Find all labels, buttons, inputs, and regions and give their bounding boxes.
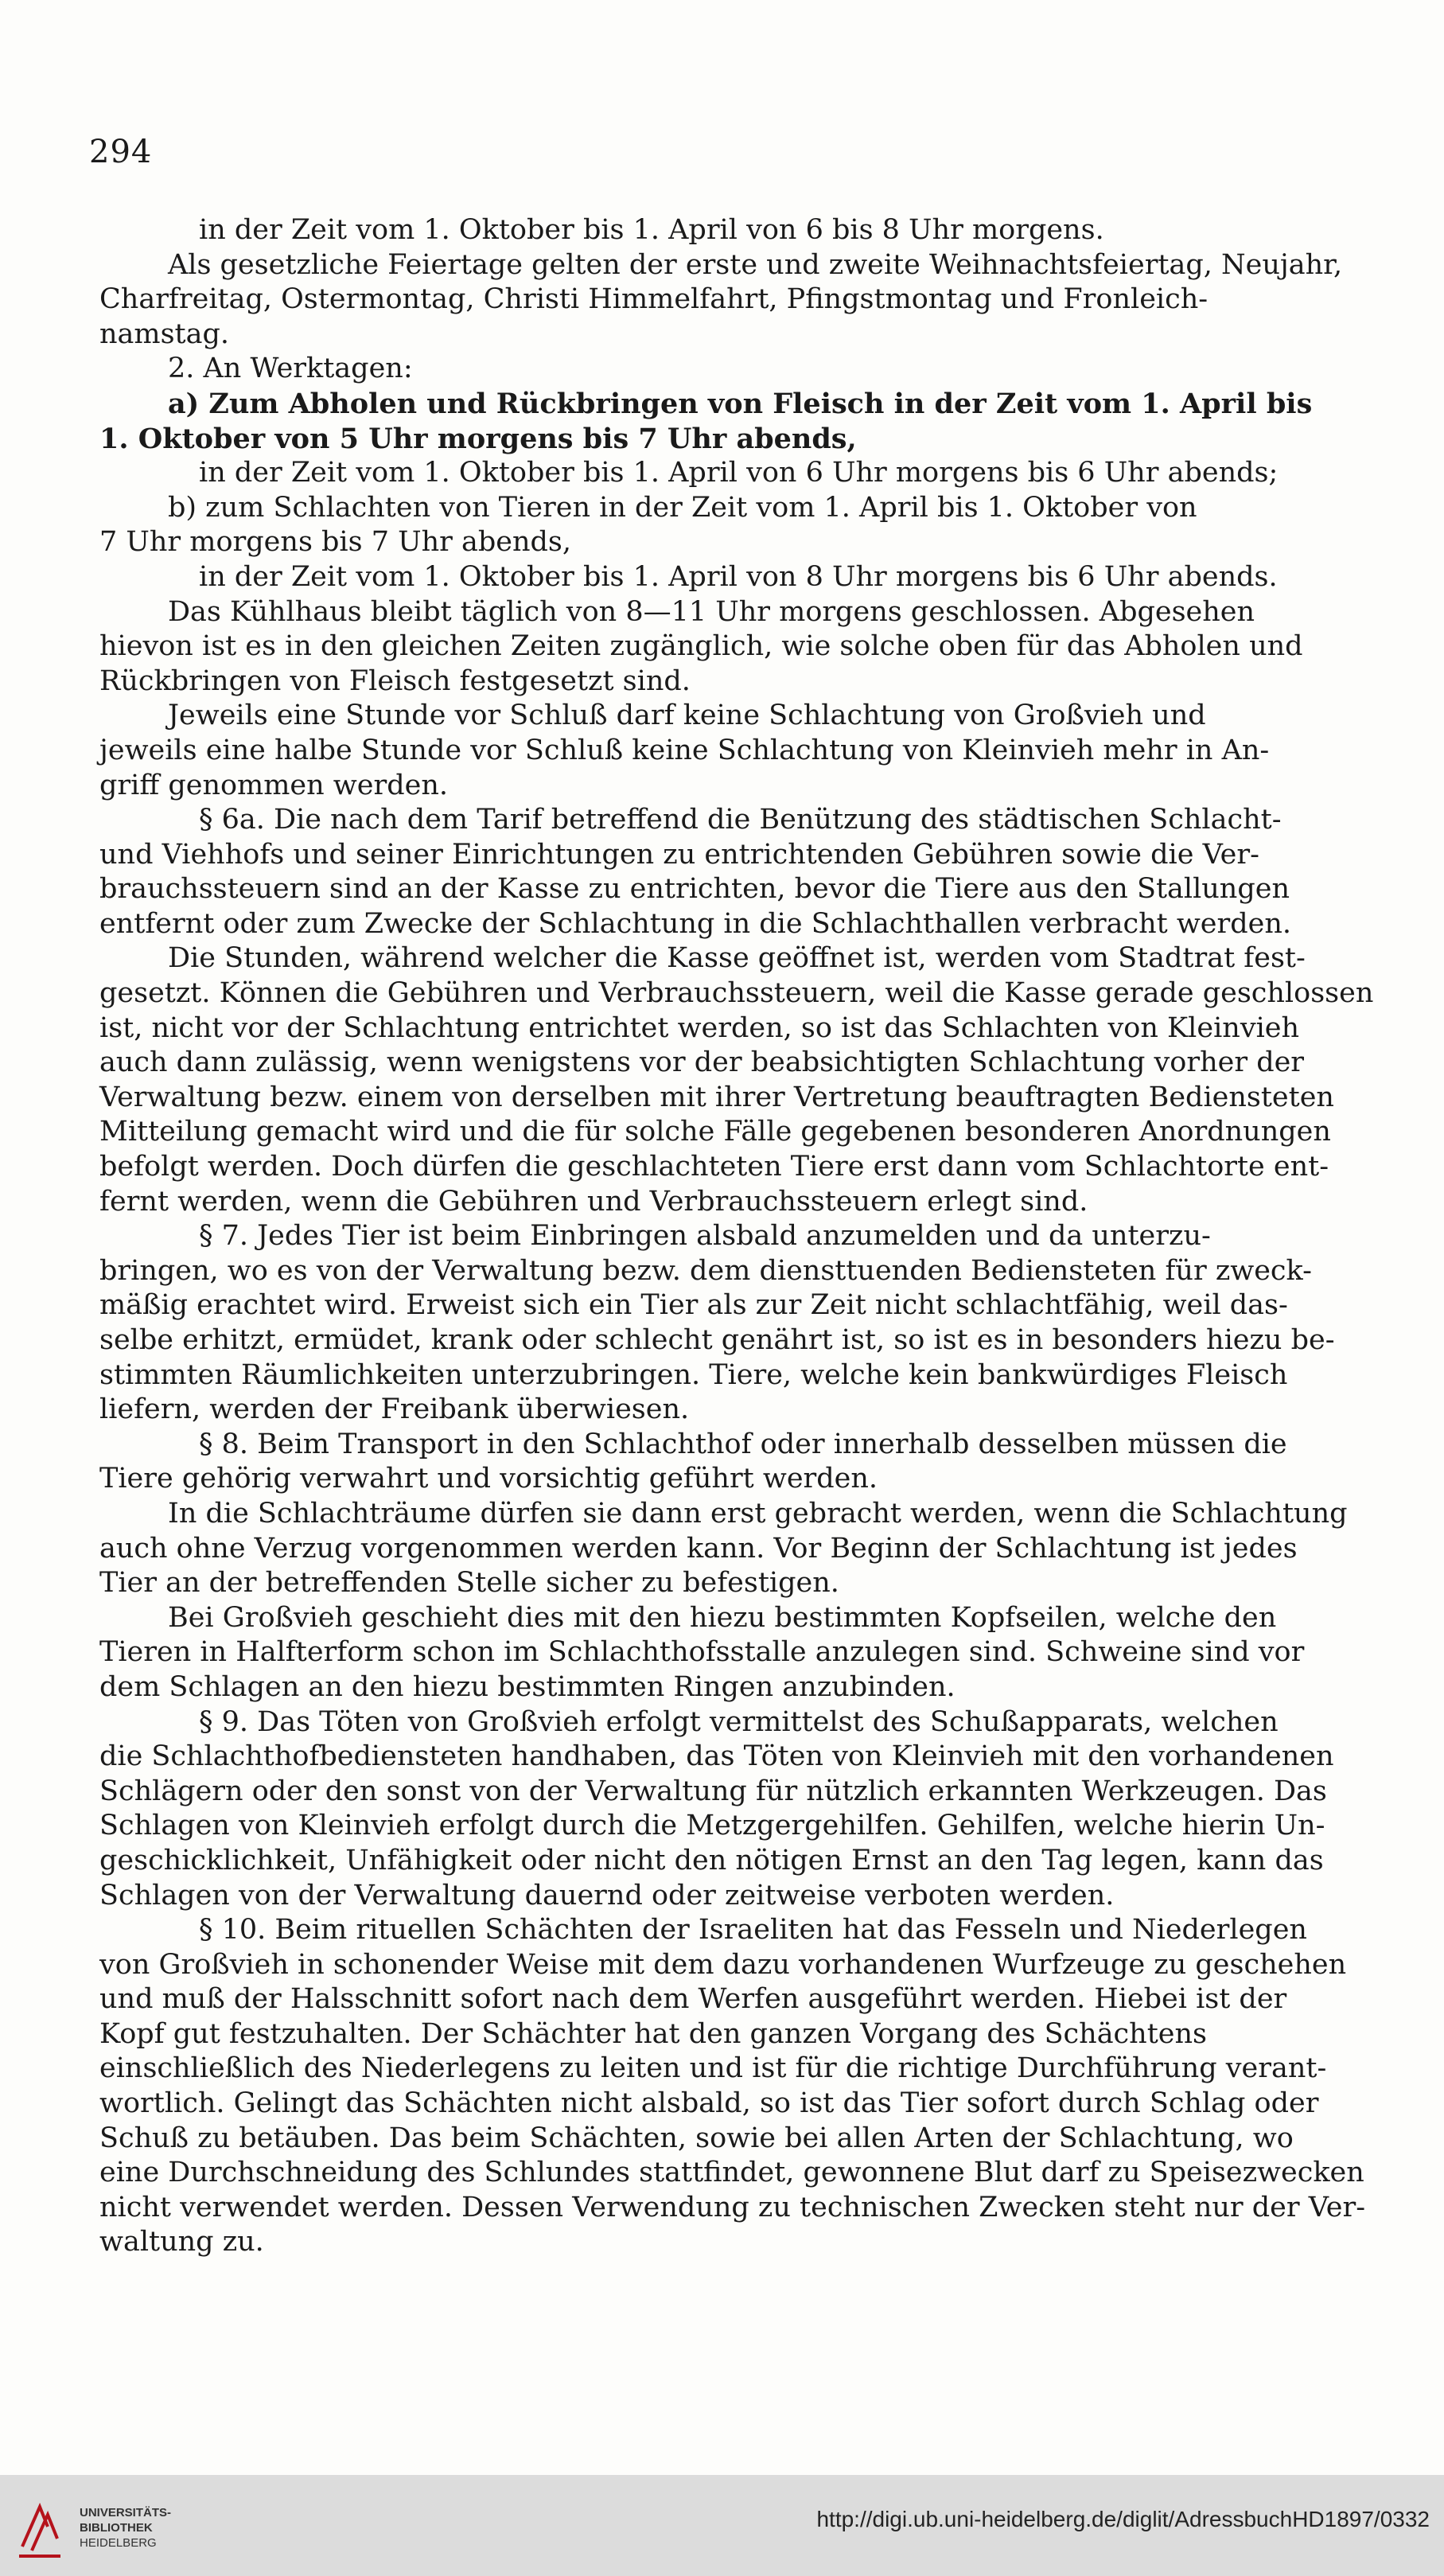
text-line: und muß der Halsschnitt sofort nach dem Werfen ausgeführt werden. Hiebei ist der bbox=[99, 1983, 1287, 2016]
text-line: Schuß zu betäuben. Das beim Schächten, sowie bei allen Arten der Schlachtung, wo bbox=[99, 2122, 1294, 2154]
text-line: Das Kühlhaus bleibt täglich von 8—11 Uhr morgens geschlossen. Abgesehen bbox=[168, 595, 1255, 628]
text-line: Tier an der betreffenden Stelle sicher zu befestigen. bbox=[99, 1567, 839, 1600]
text-line: Bei Großvieh geschieht dies mit den hiezu bestimmten Kopfseilen, welche den bbox=[168, 1601, 1277, 1634]
library-name: UNIVERSITÄTS- BIBLIOTHEK HEIDELBERG bbox=[80, 2506, 172, 2550]
text-line: 7 Uhr morgens bis 7 Uhr abends, bbox=[99, 526, 572, 559]
text-line: befolgt werden. Doch dürfen die geschlachteten Tiere erst dann vom Schlachtorte ent- bbox=[99, 1151, 1329, 1183]
text-line: waltung zu. bbox=[99, 2226, 264, 2258]
text-line: 1. Oktober von 5 Uhr morgens bis 7 Uhr abends, bbox=[99, 422, 857, 455]
library-seal-icon bbox=[16, 2491, 67, 2562]
text-line: § 7. Jedes Tier ist beim Einbringen alsbald anzumelden und da unterzu- bbox=[199, 1220, 1211, 1253]
text-line: Tiere gehörig verwahrt und vorsichtig geführt werden. bbox=[99, 1463, 878, 1495]
text-line: bringen, wo es von der Verwaltung bezw. dem diensttuenden Bediensteten für zweck- bbox=[99, 1254, 1312, 1287]
text-line: und Viehhofs und seiner Einrichtungen zu entrichtenden Gebühren sowie die Ver- bbox=[99, 838, 1259, 871]
text-line: einschließlich des Niederlegens zu leiten und ist für die richtige Durchführung verant- bbox=[99, 2052, 1327, 2085]
text-line: b) zum Schlachten von Tieren in der Zeit vom 1. April bis 1. Oktober von bbox=[168, 491, 1197, 524]
text-line: Mitteilung gemacht wird und die für solche Fälle gegebenen besonderen Anordnungen bbox=[99, 1116, 1331, 1148]
text-line: liefern, werden der Freibank überwiesen. bbox=[99, 1393, 690, 1426]
text-line: Tieren in Halfterform schon im Schlachthofsstalle anzulegen sind. Schweine sind vor bbox=[99, 1636, 1305, 1669]
text-line: brauchssteuern sind an der Kasse zu entrichten, bevor die Tiere aus den Stallungen bbox=[99, 873, 1290, 906]
text-line: Charfreitag, Ostermontag, Christi Himmelfahrt, Pfingstmontag und Fronleich- bbox=[99, 283, 1209, 316]
text-line: gesetzt. Können die Gebühren und Verbrauchssteuern, weil die Kasse gerade geschlossen bbox=[99, 977, 1374, 1010]
library-logo[interactable] bbox=[16, 2491, 199, 2562]
text-line: Schlagen von Kleinvieh erfolgt durch die Metzgergehilfen. Gehilfen, welche hierin Un- bbox=[99, 1810, 1325, 1842]
text-line: mäßig erachtet wird. Erweist sich ein Tier als zur Zeit nicht schlachtfähig, weil das- bbox=[99, 1289, 1288, 1322]
text-line: stimmten Räumlichkeiten unterzubringen. Tiere, welche kein bankwürdiges Fleisch bbox=[99, 1358, 1288, 1391]
text-line: Kopf gut festzuhalten. Der Schächter hat den ganzen Vorgang des Schächtens bbox=[99, 2017, 1207, 2050]
text-line: fernt werden, wenn die Gebühren und Verbrauchssteuern erlegt sind. bbox=[99, 1185, 1088, 1218]
text-line: eine Durchschneidung des Schlundes stattfindet, gewonnene Blut darf zu Speisezwecken bbox=[99, 2157, 1364, 2189]
text-line: Schlägern oder den sonst von der Verwaltung für nützlich erkannten Werkzeugen. Das bbox=[99, 1775, 1327, 1807]
text-line: in der Zeit vom 1. Oktober bis 1. April von 6 bis 8 Uhr morgens. bbox=[199, 214, 1104, 246]
text-line: entfernt oder zum Zwecke der Schlachtung in die Schlachthallen verbracht werden. bbox=[99, 907, 1292, 940]
document-text bbox=[99, 213, 1380, 2260]
text-line: § 10. Beim rituellen Schächten der Israeliten hat das Fesseln und Niederlegen bbox=[199, 1914, 1307, 1947]
text-line: selbe erhitzt, ermüdet, krank oder schlecht genährt ist, so ist es in besonders hiezu be- bbox=[99, 1324, 1335, 1356]
text-line: die Schlachthofbediensteten handhaben, das Töten von Kleinvieh mit den vorhandenen bbox=[99, 1740, 1334, 1773]
text-line: 2. An Werktagen: bbox=[168, 353, 413, 385]
text-line: ist, nicht vor der Schlachtung entrichtet werden, so ist das Schlachten von Kleinvieh bbox=[99, 1011, 1300, 1044]
text-line: in der Zeit vom 1. Oktober bis 1. April von 6 Uhr morgens bis 6 Uhr abends; bbox=[199, 457, 1279, 489]
text-line: von Großvieh in schonender Weise mit dem dazu vorhandenen Wurfzeuge zu geschehen bbox=[99, 1948, 1347, 1981]
text-line: In die Schlachträume dürfen sie dann erst gebracht werden, wenn die Schlachtung bbox=[168, 1497, 1348, 1530]
text-line: auch dann zulässig, wenn wenigstens vor der beabsichtigten Schlachtung vorher der bbox=[99, 1046, 1305, 1079]
text-line: wortlich. Gelingt das Schächten nicht alsbald, so ist das Tier sofort durch Schlag oder bbox=[99, 2087, 1319, 2120]
text-line: geschicklichkeit, Unfähigkeit oder nicht den nötigen Ernst an den Tag legen, kann das bbox=[99, 1844, 1324, 1876]
text-line: Verwaltung bezw. einem von derselben mit ihrer Vertretung beauftragten Bediensteten bbox=[99, 1081, 1334, 1113]
text-line: jeweils eine halbe Stunde vor Schluß keine Schlachtung von Kleinvieh mehr in An- bbox=[99, 734, 1270, 766]
text-line: namstag. bbox=[99, 318, 230, 350]
text-line: a) Zum Abholen und Rückbringen von Fleisch in der Zeit vom 1. April bis bbox=[168, 387, 1313, 420]
text-line: Die Stunden, während welcher die Kasse geöffnet ist, werden vom Stadtrat fest- bbox=[168, 942, 1306, 975]
text-line: Rückbringen von Fleisch festgesetzt sind. bbox=[99, 664, 691, 697]
text-line: Jeweils eine Stunde vor Schluß darf keine Schlachtung von Großvieh und bbox=[168, 700, 1206, 732]
text-line: hievon ist es in den gleichen Zeiten zugänglich, wie solche oben für das Abholen und bbox=[99, 630, 1303, 663]
text-line: nicht verwendet werden. Dessen Verwendung zu technischen Zwecken steht nur der Ver- bbox=[99, 2191, 1366, 2223]
page-number: 294 bbox=[89, 134, 153, 170]
text-line: Schlagen von der Verwaltung dauernd oder zeitweise verboten werden. bbox=[99, 1879, 1115, 1912]
text-line: dem Schlagen an den hiezu bestimmten Ringen anzubinden. bbox=[99, 1670, 956, 1703]
text-line: § 9. Das Töten von Großvieh erfolgt vermittelst des Schußapparats, welchen bbox=[199, 1705, 1279, 1738]
text-line: griff genommen werden. bbox=[99, 769, 448, 801]
text-line: Als gesetzliche Feiertage gelten der erste und zweite Weihnachtsfeiertag, Neujahr, bbox=[168, 248, 1343, 281]
viewer-footer bbox=[0, 2475, 1444, 2576]
permalink-url[interactable]: http://digi.ub.uni-heidelberg.de/diglit/AdressbuchHD1897/0332 bbox=[816, 2507, 1430, 2531]
text-line: auch ohne Verzug vorgenommen werden kann. Vor Beginn der Schlachtung ist jedes bbox=[99, 1532, 1298, 1565]
text-line: § 8. Beim Transport in den Schlachthof oder innerhalb desselben müssen die bbox=[199, 1428, 1287, 1460]
text-line: § 6a. Die nach dem Tarif betreffend die Benützung des städtischen Schlacht- bbox=[199, 804, 1282, 836]
text-line: in der Zeit vom 1. Oktober bis 1. April von 8 Uhr morgens bis 6 Uhr abends. bbox=[199, 560, 1278, 593]
